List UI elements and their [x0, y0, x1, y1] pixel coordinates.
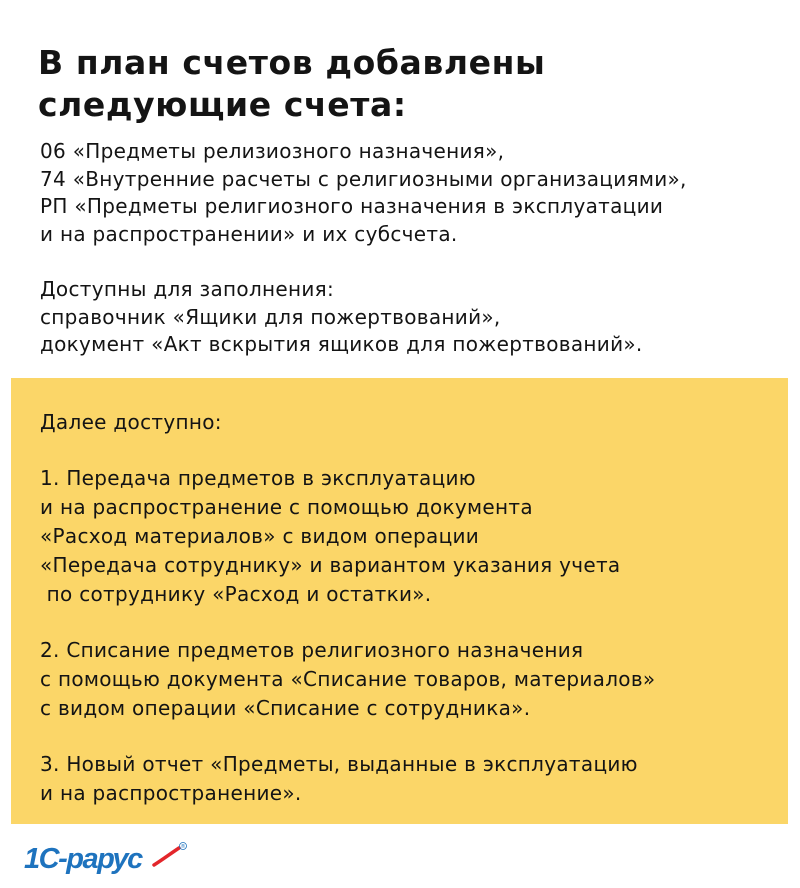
item-1-line: 1. Передача предметов в эксплуатацию	[40, 466, 476, 490]
item-1-line: по сотруднику «Расход и остатки».	[40, 582, 432, 606]
paragraph-gap	[40, 609, 780, 636]
account-line: 06 «Предметы релизиозного назначения»,	[40, 139, 505, 163]
next-available-panel	[11, 378, 788, 824]
item-3-line: и на распространение».	[40, 781, 302, 805]
item-1-line: «Передача сотруднику» и вариантом указания учета	[40, 553, 621, 577]
item-1-line: «Расход материалов» с видом операции	[40, 524, 480, 548]
page-title	[38, 42, 778, 126]
panel-heading: Далее доступно:	[40, 410, 222, 434]
account-line: РП «Предметы религиозного назначения в эксплуатации	[40, 194, 664, 219]
account-line: 74 «Внутренние расчеты с религиозными организациями»,	[40, 166, 687, 191]
account-line: и на распространении» и их субсчета.	[40, 221, 458, 246]
title-line: следующие счета:	[38, 85, 407, 124]
item-1-line: и на распространение с помощью документа	[40, 495, 533, 519]
item-3-line: 3. Новый отчет «Предметы, выданные в эксплуатацию	[40, 752, 638, 776]
paragraph-gap	[40, 248, 795, 276]
item-2-line: 2. Списание предметов религиозного назначения	[40, 638, 584, 662]
item-2-line: с помощью документа «Списание товаров, материалов»	[40, 667, 656, 691]
accounts-description	[40, 138, 795, 359]
panel-text	[40, 408, 780, 808]
available-line: справочник «Ящики для пожертвований»,	[40, 304, 501, 329]
company-logo	[24, 838, 194, 882]
logo-swoosh-icon	[154, 848, 179, 865]
paragraph-gap	[40, 437, 780, 464]
paragraph-gap	[40, 723, 780, 750]
registered-mark: ®	[180, 843, 186, 850]
logo-wordmark: 1С-рарус	[24, 843, 142, 875]
available-line: документ «Акт вскрытия ящиков для пожертвований».	[40, 332, 643, 357]
rarus-logo-icon	[24, 838, 194, 882]
available-line: Доступны для заполнения:	[40, 276, 335, 301]
title-line: В план счетов добавлены	[38, 43, 546, 82]
item-2-line: с видом операции «Списание с сотрудника».	[40, 696, 531, 720]
